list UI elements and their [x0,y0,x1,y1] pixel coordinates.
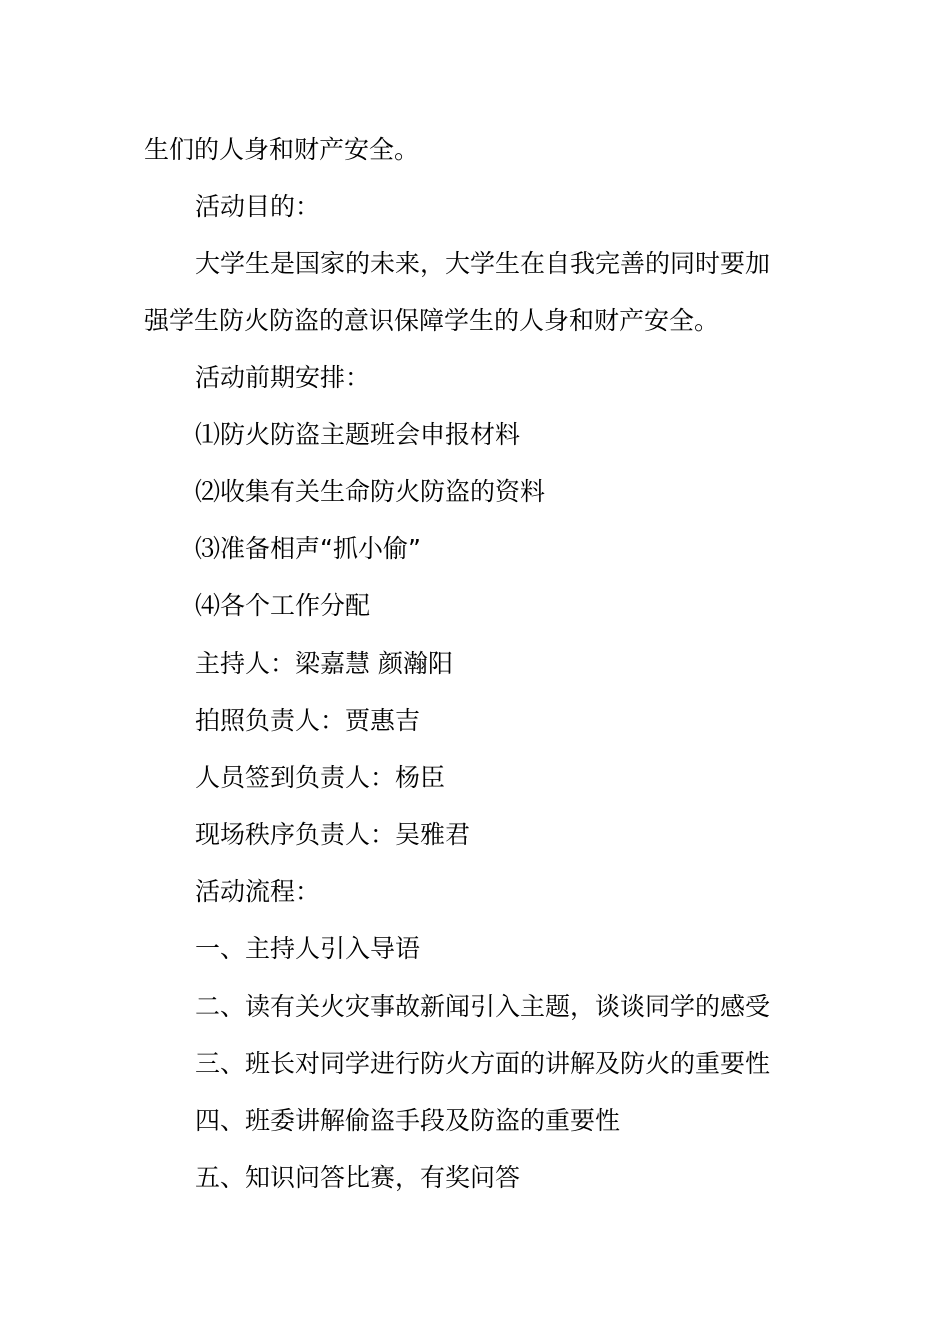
heading-purpose: 活动目的： [195,192,321,221]
process-step-3: 三、班长对同学进行防火方面的讲解及防火的重要性 [195,1049,771,1078]
heading-preparation: 活动前期安排： [195,363,371,392]
process-step-5: 五、知识问答比赛，有奖问答 [195,1163,521,1192]
role-order: 现场秩序负责人：吴雅君 [195,820,471,849]
role-sign-in: 人员签到负责人：杨臣 [195,763,446,792]
purpose-text-line-1: 大学生是国家的未来，大学生在自我完善的同时要加 [195,249,771,278]
paragraph-continuation: 生们的人身和财产安全。 [144,135,420,164]
role-photographer: 拍照负责人：贾惠吉 [195,706,421,735]
process-step-4: 四、班委讲解偷盗手段及防盗的重要性 [195,1106,621,1135]
preparation-item-1: ⑴防火防盗主题班会申报材料 [195,420,521,449]
purpose-text-line-2: 强学生防火防盗的意识保障学生的人身和财产安全。 [144,306,720,335]
preparation-item-3: ⑶准备相声“抓小偷” [195,534,421,563]
heading-process: 活动流程： [195,877,321,906]
preparation-item-4: ⑷各个工作分配 [195,591,371,620]
preparation-item-2: ⑵收集有关生命防火防盗的资料 [195,477,546,506]
role-host: 主持人：梁嘉慧 颜瀚阳 [195,649,453,678]
process-step-1: 一、主持人引入导语 [195,934,421,963]
process-step-2: 二、读有关火灾事故新闻引入主题，谈谈同学的感受 [195,992,771,1021]
